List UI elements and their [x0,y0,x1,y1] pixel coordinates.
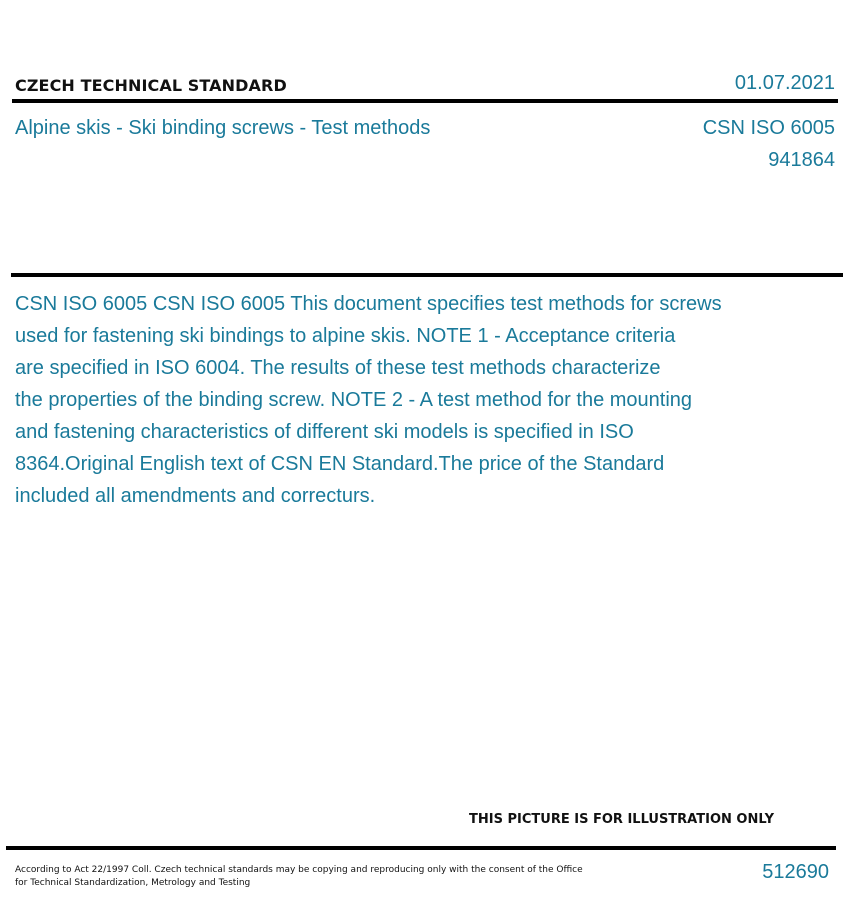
standard-description: CSN ISO 6005 CSN ISO 6005 This document specifies test methods for screws used for fastening ski bindings to alpine skis. NOTE 1 - Acceptance criteria are specified in ISO 6004. The results of these test methods characterize the properties of the binding screw. NOTE 2 - A test method for the mounting and fastening characteristics of different ski models is specified in ISO 8364.Original English text of CSN EN Standard.The price of the Standard included all amendments and correcturs. [15,293,722,507]
standard-type-label: CZECH TECHNICAL STANDARD [15,76,287,95]
standard-code: CSN ISO 6005 [702,117,835,139]
publication-date: 01.07.2021 [734,72,835,94]
illustration-note: THIS PICTURE IS FOR ILLUSTRATION ONLY [469,812,774,827]
legal-notice [15,864,585,890]
catalog-number: 941864 [768,149,835,171]
footer-divider [6,846,836,850]
legal-notice-line-2: for Technical Standardization, Metrology and Testing [15,878,251,888]
legal-notice-line-1: According to Act 22/1997 Coll. Czech technical standards may be copying and reproducing only with the consent of the Office [15,865,583,875]
standard-title: Alpine skis - Ski binding screws - Test methods [15,117,431,139]
section-divider [11,273,843,277]
header-divider [12,99,838,103]
document-id: 512690 [762,861,829,883]
